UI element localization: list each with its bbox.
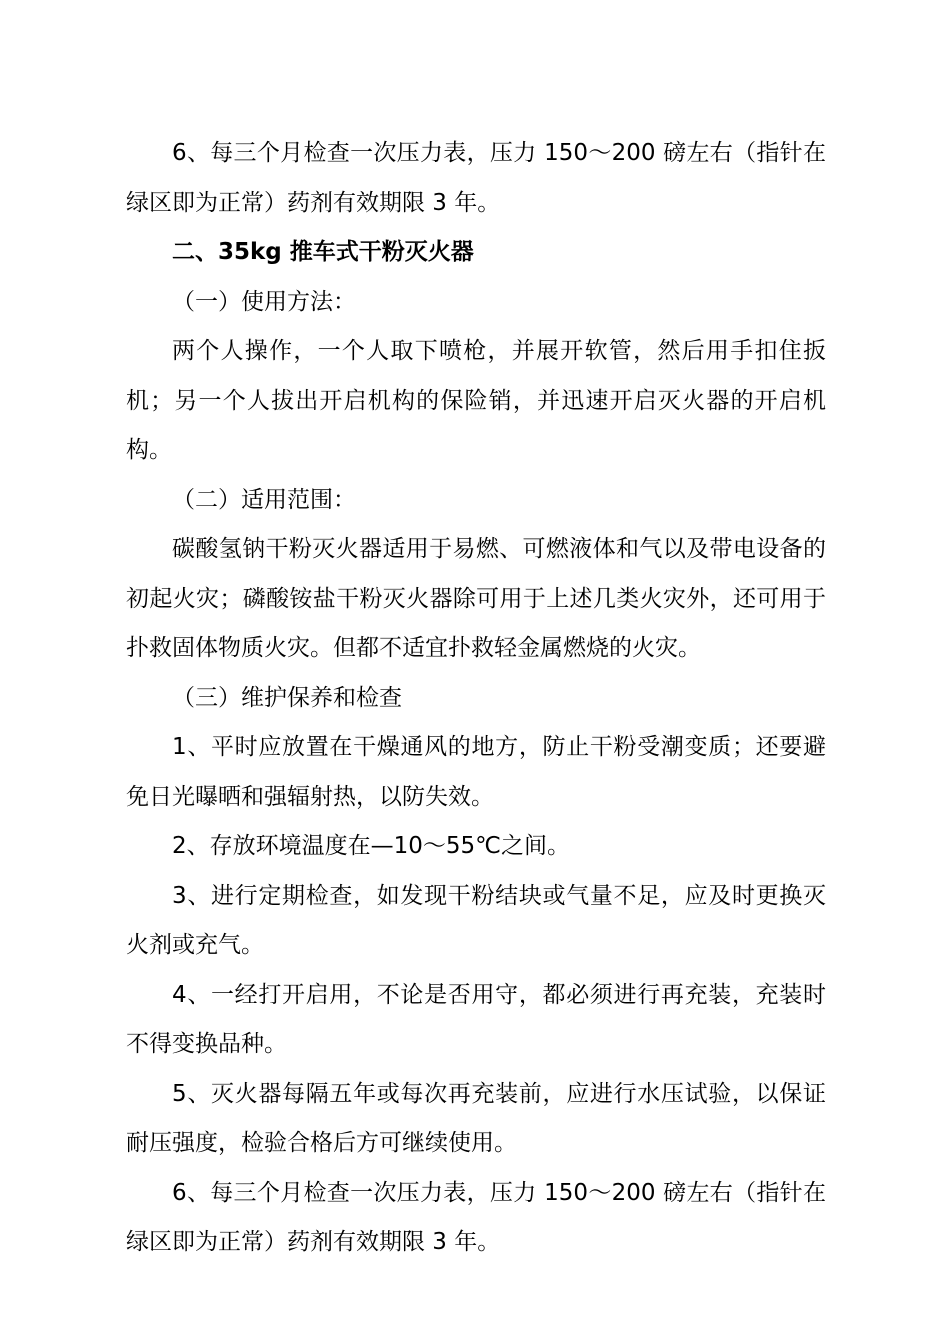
maintenance-item-3: 3、进行定期检查，如发现干粉结块或气量不足，应及时更换灭火剂或充气。	[126, 882, 826, 958]
paragraph-scope: 碳酸氢钠干粉灭火器适用于易燃、可燃液体和气以及带电设备的初起火灾；磷酸铵盐干粉灭火器除可用于上述几类火灾外，还可用于扑救固体物质火灾。但都不适宜扑救轻金属燃烧的火灾。	[126, 536, 826, 661]
subsection-heading-maintenance: （三）维护保养和检查	[172, 684, 402, 711]
maintenance-item-6: 6、每三个月检查一次压力表，压力 150～200 磅左右（指针在绿区即为正常）药剂有效期限 3 年。	[126, 1179, 826, 1255]
maintenance-item-2: 2、存放环境温度在—10～55℃之间。	[172, 833, 570, 859]
subsection-heading-scope: （二）适用范围：	[172, 486, 356, 513]
paragraph-maintenance-item-6-continued: 6、每三个月检查一次压力表，压力 150～200 磅左右（指针在绿区即为正常）药剂有效期限 3 年。	[126, 140, 826, 216]
paragraph-usage: 两个人操作，一个人取下喷枪，并展开软管，然后用手扣住扳机；另一个人拔出开启机构的保险销，并迅速开启灭火器的开启机构。	[126, 338, 826, 463]
maintenance-item-5: 5、灭火器每隔五年或每次再充装前，应进行水压试验，以保证耐压强度，检验合格后方可继续使用。	[126, 1080, 826, 1156]
document-body	[126, 129, 826, 1268]
maintenance-item-4: 4、一经打开启用，不论是否用守，都必须进行再充装，充装时不得变换品种。	[126, 981, 826, 1057]
subsection-heading-usage: （一）使用方法：	[172, 288, 356, 315]
section-heading-cart-extinguisher: 二、35kg 推车式干粉灭火器	[172, 239, 474, 265]
maintenance-item-1: 1、平时应放置在干燥通风的地方，防止干粉受潮变质；还要避免日光曝晒和强辐射热，以防失效。	[126, 734, 826, 810]
